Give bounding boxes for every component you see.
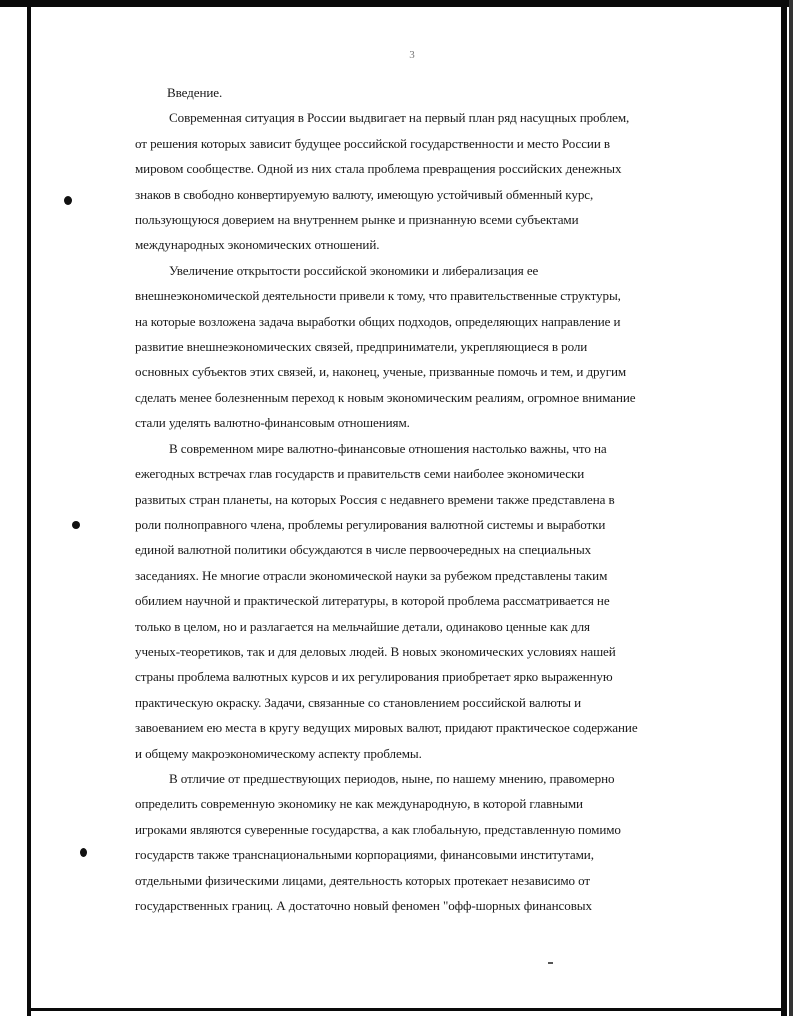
text-line: развитых стран планеты, на которых Россия с недавнего времени также представлена в: [135, 491, 615, 507]
text-line: ежегодных встречах глав государств и правительств семи наиболее экономически: [135, 466, 585, 482]
text-line: отдельными физическими лицами, деятельность которых протекает независимо от: [135, 872, 591, 888]
text-line: В современном мире валютно-финансовые отношения настолько важны, что на: [169, 440, 607, 456]
text-line: практическую окраску. Задачи, связанные со становлением российской валюты и: [135, 694, 582, 710]
text-line: пользующуюся доверием на внутреннем рынке и признанную всеми субъектами: [135, 212, 579, 228]
text-line: и общему макроэкономическому аспекту проблемы.: [135, 745, 422, 761]
text-line: основных субъектов этих связей, и, наконец, ученые, призванные помочь и тем, и другим: [135, 364, 627, 380]
text-line: сделать менее болезненным переход к новым экономическим реалиям, огромное внимание: [135, 389, 636, 405]
paragraph-3: [135, 436, 702, 766]
text-line: международных экономических отношений.: [135, 237, 380, 253]
punch-hole-mark: [64, 196, 72, 205]
text-line: государственных границ. А достаточно новый феномен "офф-шорных финансовых: [135, 898, 592, 913]
text-line: Современная ситуация в России выдвигает на первый план ряд насущных проблем,: [169, 110, 630, 126]
text-line: государств также транснациональными корпорациями, финансовыми институтами,: [135, 847, 594, 863]
text-line: роли полноправного члена, проблемы регулирования валютной системы и выработки: [135, 516, 606, 532]
scan-border-right-outer: [789, 0, 793, 1016]
text-line: завоеванием ею места в кругу ведущих мировых валют, придают практическое содержание: [135, 720, 638, 736]
paragraph-2: [135, 258, 702, 436]
paragraph-4: [135, 766, 702, 918]
text-line: единой валютной политики обсуждаются в числе первоочередных на специальных: [135, 542, 592, 558]
text-line: В отличие от предшествующих периодов, ныне, по нашему мнению, правомерно: [169, 770, 615, 786]
text-line: знаков в свободно конвертируемую валюту, имеющую устойчивый обменный курс,: [135, 186, 594, 202]
scan-border-left: [27, 0, 31, 1016]
scan-speck: [548, 962, 553, 964]
paragraph-1: [135, 105, 702, 257]
text-line: обилием научной и практической литературы, в которой проблема рассматривается не: [135, 593, 610, 609]
punch-hole-mark: [72, 521, 80, 529]
page-number: 3: [409, 49, 415, 61]
scan-border-top: [0, 0, 793, 7]
text-line: мировом сообществе. Одной из них стала проблема превращения российских денежных: [135, 161, 622, 177]
text-line: игроками являются суверенные государства, а как глобальную, представленную помимо: [135, 821, 621, 837]
text-line: только в целом, но и разлагается на мельчайшие детали, одинаково ценные как для: [135, 618, 590, 634]
text-line: определить современную экономику не как международную, в которой главными: [135, 796, 583, 812]
text-line: Увеличение открытости российской экономики и либерализация ее: [169, 262, 539, 278]
scan-border-bottom: [27, 1008, 787, 1011]
document-body: [135, 80, 702, 918]
text-line: на которые возложена задача выработки общих подходов, определяющих направление и: [135, 313, 621, 329]
scan-border-right: [781, 0, 787, 1016]
text-line: развитие внешнеэкономических связей, предприниматели, укрепляющиеся в роли: [135, 339, 588, 355]
text-line: страны проблема валютных курсов и их регулирования приобретает ярко выраженную: [135, 669, 613, 685]
punch-hole-mark: [80, 848, 87, 857]
text-line: от решения которых зависит будущее российской государственности и место России в: [135, 135, 610, 151]
heading: Введение.: [167, 85, 223, 100]
text-line: ученых-теоретиков, так и для деловых людей. В новых экономических условиях нашей: [135, 643, 616, 659]
text-line: внешнеэкономической деятельности привели к тому, что правительственные структуры,: [135, 288, 621, 304]
text-line: заседаниях. Не многие отрасли экономической науки за рубежом представлены таким: [135, 567, 608, 583]
text-line: стали уделять валютно-финансовым отношениям.: [135, 415, 410, 431]
